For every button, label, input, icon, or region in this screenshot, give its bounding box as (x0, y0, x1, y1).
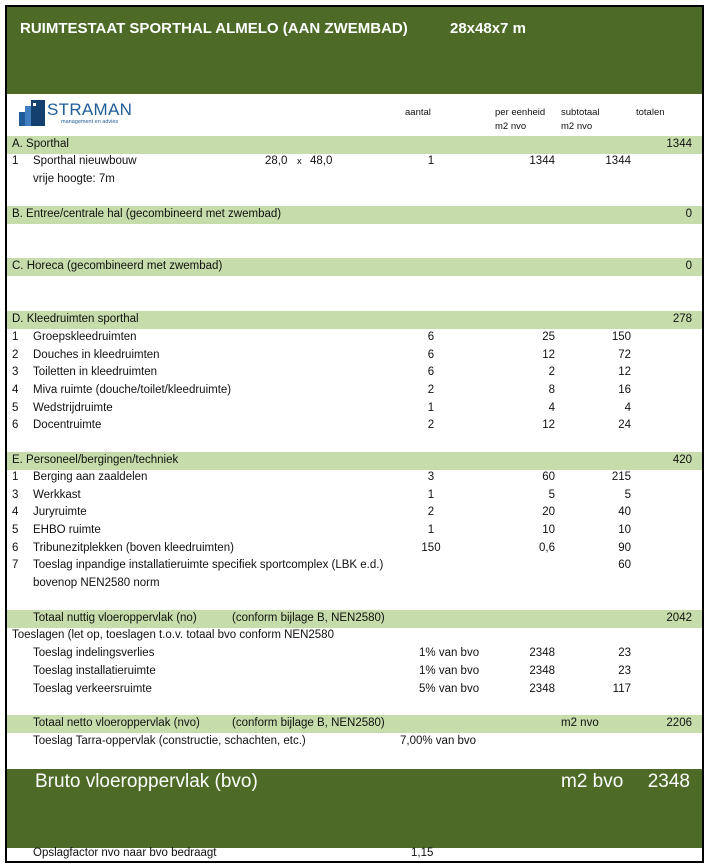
row-subtotaal: 4 (624, 402, 631, 414)
row-name: EHBO ruimte (33, 524, 101, 536)
hall-dimensions: 28x48x7 m (450, 20, 526, 37)
toeslagen-heading: Toeslagen (let op, toeslagen t.o.v. totaal bvo conform NEN2580 (12, 629, 334, 641)
row-subtotaal: 117 (612, 683, 631, 695)
row-name: Juryruimte (33, 506, 87, 518)
totaal-netto-label: Totaal netto vloeroppervlak (nvo) (33, 717, 200, 729)
section-d-label: D. Kleedruimten sporthal (12, 313, 139, 325)
row-per-eenheid: 2 (548, 366, 555, 378)
row-subtotaal: 10 (618, 524, 631, 536)
tarra-label: Toeslag Tarra-oppervlak (constructie, schachten, etc.) (33, 735, 306, 747)
row-aantal: 2 (427, 384, 435, 396)
hall-length: 48,0 (310, 155, 333, 167)
row-number: 2 (12, 349, 19, 361)
row-aantal: 150 (421, 542, 441, 554)
row-per-eenheid: 4 (548, 402, 555, 414)
totaal-netto-total: 2206 (666, 717, 692, 729)
row-number: 7 (12, 559, 19, 571)
header-aantal: aantal (405, 107, 431, 118)
space-schedule-sheet (5, 5, 704, 863)
totaal-nuttig-total: 2042 (666, 612, 692, 624)
bruto-label: Bruto vloeroppervlak (bvo) (35, 771, 258, 792)
row-base-bvo: 2348 (529, 665, 555, 677)
row-name: Toeslag inpandige installatieruimte specifiek sportcomplex (LBK e.d.) (33, 559, 384, 571)
row-name: Wedstrijdruimte (33, 402, 113, 414)
row-per-eenheid: 5 (548, 489, 555, 501)
row-name: Toiletten in kleedruimten (33, 366, 158, 378)
row-name: Sporthal nieuwbouw (33, 155, 137, 167)
totaal-netto-ref: (conform bijlage B, NEN2580) (232, 717, 385, 729)
opslag-value: 1,15 (411, 847, 434, 859)
row-per-eenheid: 60 (542, 471, 555, 483)
row-number: 4 (12, 384, 19, 396)
row-name: Tribunezitplekken (boven kleedruimten) (33, 542, 234, 554)
row-aantal: 6 (427, 349, 435, 361)
row-subtotaal: 72 (618, 349, 631, 361)
row-aantal: 1 (427, 524, 435, 536)
row-name: Toeslag installatieruimte (33, 665, 156, 677)
row-subtotaal: 60 (618, 559, 631, 571)
row-name: Groepskleedruimten (33, 331, 137, 343)
totaal-nuttig-label: Totaal nuttig vloeroppervlak (no) (33, 612, 197, 624)
header-per-eenheid-unit: m2 nvo (495, 121, 527, 132)
bruto-unit: m2 bvo (561, 771, 624, 792)
logo-name: STRAMAN (47, 100, 133, 119)
section-b-total: 0 (685, 208, 692, 220)
row-base-bvo: 2348 (529, 683, 555, 695)
header-totalen: totalen (636, 107, 665, 118)
totaal-nuttig-ref: (conform bijlage B, NEN2580) (232, 612, 385, 624)
row-per-eenheid: 8 (548, 384, 555, 396)
row-name: Werkkast (33, 489, 81, 501)
row-subtotaal: 40 (618, 506, 631, 518)
header-subtotaal-unit: m2 nvo (561, 121, 593, 132)
row-aantal: 1 (427, 489, 435, 501)
row-note: bovenop NEN2580 norm (33, 577, 160, 589)
section-b-label: B. Entree/centrale hal (gecombineerd met zwembad) (12, 208, 282, 220)
row-per-eenheid: 1344 (529, 155, 555, 167)
row-aantal: 3 (427, 471, 435, 483)
row-per-eenheid: 10 (542, 524, 555, 536)
tarra-percentage: 7,00% van bvo (400, 735, 477, 747)
row-subtotaal: 12 (618, 366, 631, 378)
row-subtotaal: 23 (618, 665, 631, 677)
row-subtotaal: 150 (611, 331, 631, 343)
row-aantal: 2 (427, 419, 435, 431)
section-a-label: A. Sporthal (12, 138, 69, 150)
row-number: 6 (12, 542, 19, 554)
row-aantal: 1 (427, 155, 435, 167)
row-number: 1 (12, 155, 19, 167)
bruto-total: 2348 (647, 771, 690, 792)
row-subtotaal: 90 (618, 542, 631, 554)
row-number: 5 (12, 402, 19, 414)
row-percentage: 5% van bvo (419, 683, 480, 695)
header-per-eenheid: per eenheid (495, 107, 546, 118)
row-per-eenheid: 12 (542, 349, 555, 361)
row-percentage: 1% van bvo (419, 647, 480, 659)
times-sign: x (297, 156, 302, 167)
row-subtotaal: 5 (624, 489, 631, 501)
row-per-eenheid: 25 (542, 331, 555, 343)
row-name: Toeslag indelingsverlies (33, 647, 155, 659)
hall-width: 28,0 (265, 155, 288, 167)
section-d-total: 278 (672, 313, 692, 325)
row-subtotaal: 23 (618, 647, 631, 659)
row-base-bvo: 2348 (529, 647, 555, 659)
section-c-total: 0 (685, 260, 692, 272)
clear-height-note: vrije hoogte: 7m (33, 173, 115, 185)
row-name: Miva ruimte (douche/toilet/kleedruimte) (33, 384, 232, 396)
row-number: 1 (12, 471, 19, 483)
row-name: Toeslag verkeersruimte (33, 683, 152, 695)
row-aantal: 1 (427, 402, 435, 414)
row-number: 4 (12, 506, 19, 518)
straman-logo (19, 100, 133, 128)
page-title: RUIMTESTAAT SPORTHAL ALMELO (AAN ZWEMBAD) (20, 20, 408, 37)
row-per-eenheid: 0,6 (539, 542, 555, 554)
row-number: 5 (12, 524, 19, 536)
row-name: Docentruimte (33, 419, 102, 431)
row-subtotaal: 16 (618, 384, 631, 396)
row-subtotaal: 1344 (605, 155, 631, 167)
section-e-label: E. Personeel/bergingen/techniek (12, 454, 179, 466)
row-subtotaal: 24 (618, 419, 631, 431)
section-e-total: 420 (672, 454, 692, 466)
row-number: 1 (12, 331, 19, 343)
logo-tagline: management en advies (61, 119, 119, 125)
row-aantal: 2 (427, 506, 435, 518)
row-subtotaal: 215 (611, 471, 631, 483)
header-subtotaal: subtotaal (561, 107, 600, 118)
row-number: 3 (12, 489, 19, 501)
straman-logo-mark-icon (19, 100, 49, 126)
row-per-eenheid: 12 (542, 419, 555, 431)
row-percentage: 1% van bvo (419, 665, 480, 677)
row-aantal: 6 (427, 366, 435, 378)
row-number: 6 (12, 419, 19, 431)
row-aantal: 6 (427, 331, 435, 343)
section-a-total: 1344 (666, 138, 692, 150)
row-number: 3 (12, 366, 19, 378)
row-name: Berging aan zaaldelen (33, 471, 148, 483)
opslag-label: Opslagfactor nvo naar bvo bedraagt (33, 847, 217, 859)
row-name: Douches in kleedruimten (33, 349, 160, 361)
section-a-bar (7, 136, 702, 154)
section-c-label: C. Horeca (gecombineerd met zwembad) (12, 260, 223, 272)
row-per-eenheid: 20 (542, 506, 555, 518)
totaal-netto-unit: m2 nvo (561, 717, 599, 729)
